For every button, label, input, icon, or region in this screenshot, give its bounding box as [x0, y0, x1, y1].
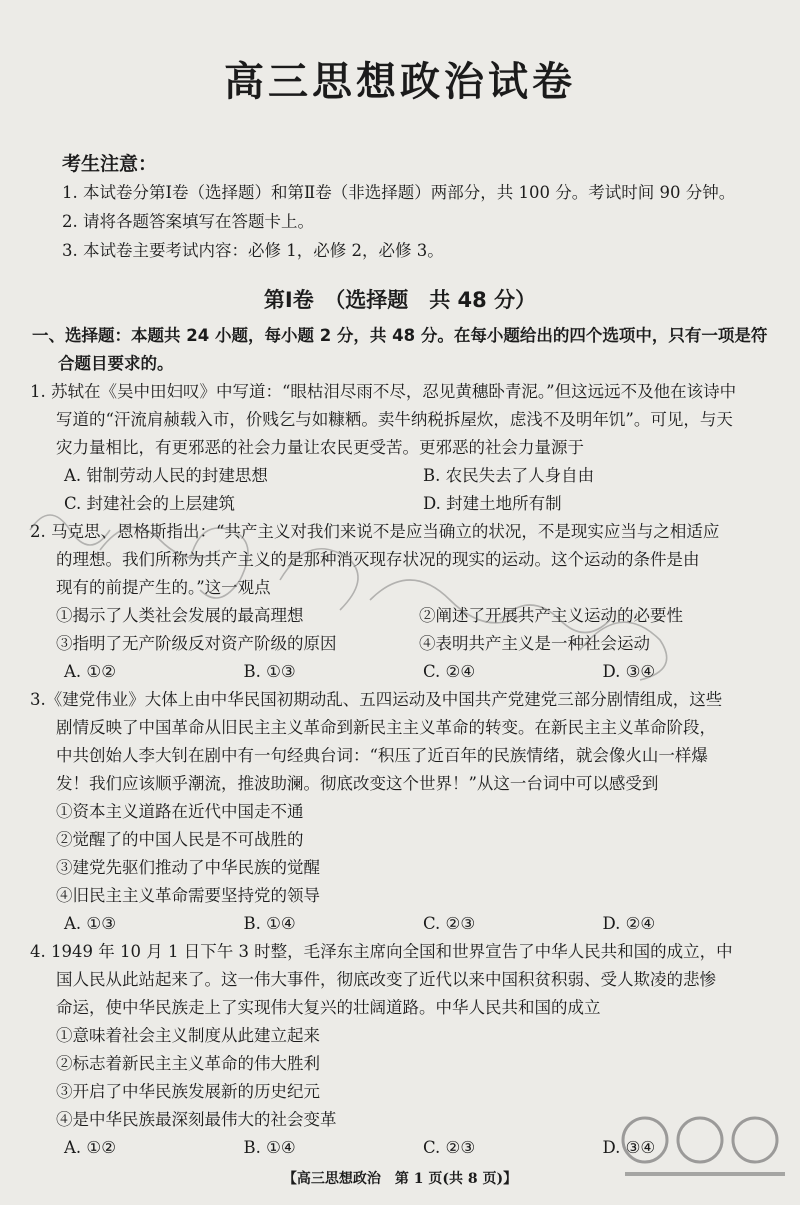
notice-item: 2. 请将各题答案填写在答题卡上。: [62, 212, 314, 231]
question-3: [30, 686, 782, 938]
question-stem: 写道的“汗流肩赪载入市，价贱乞与如糠粞。卖牛纳税拆屋炊，虑浅不及明年饥”。可见，与天: [56, 410, 733, 429]
question-stem: 4. 1949 年 10 月 1 日下午 3 时整，毛泽东主席向全国和世界宣告了中华人民共和国的成立，中: [30, 942, 733, 961]
question-stem: 国人民从此站起来了。这一伟大事件，彻底改变了近代以来中国积贫积弱、受人欺凌的悲惨: [56, 970, 716, 989]
question-2: [30, 518, 782, 686]
option-b: B. ①④: [243, 1138, 296, 1157]
notice-heading: 考生注意：: [62, 153, 158, 175]
statement-2: ②阐述了开展共产主义运动的必要性: [419, 606, 683, 625]
section-title: 第Ⅰ卷 （选择题 共 48 分）: [263, 288, 537, 312]
statement-4: ④旧民主主义革命需要坚持党的领导: [56, 886, 320, 905]
option-c: C. 封建社会的上层建筑: [64, 494, 236, 513]
question-stem: 现有的前提产生的。”这一观点: [56, 578, 271, 597]
statement-2: ②标志着新民主主义革命的伟大胜利: [56, 1054, 320, 1073]
question-stem: 灾力量相比，有更邪恶的社会力量让农民更受苦。更邪恶的社会力量源于: [56, 438, 584, 457]
page-title: 高三思想政治试卷: [224, 59, 576, 105]
option-c: C. ②④: [423, 662, 476, 681]
statement-3: ③指明了无产阶级反对资产阶级的原因: [56, 634, 337, 653]
option-a: A. 钳制劳动人民的封建思想: [64, 466, 268, 485]
option-d: D. ③④: [602, 1138, 656, 1157]
question-stem: 发！我们应该顺乎潮流，推波助澜。彻底改变这个世界！”从这一台词中可以感受到: [56, 774, 659, 793]
question-stem: 3.《建党伟业》大体上由中华民国初期动乱、五四运动及中国共产党建党三部分剧情组成，这些: [30, 690, 723, 709]
option-b: B. ①③: [243, 662, 296, 681]
option-a: A. ①③: [64, 914, 116, 933]
option-a: A. ①②: [64, 662, 116, 681]
question-stem: 2. 马克思、恩格斯指出：“共产主义对我们来说不是应当确立的状况，不是现实应当与之相适应: [30, 522, 720, 541]
stamp-graphic: [615, 1110, 795, 1200]
question-stem: 中共创始人李大钊在剧中有一句经典台词：“积压了近百年的民族情绪，就会像火山一样爆: [56, 746, 708, 765]
statement-3: ③建党先驱们推动了中华民族的觉醒: [56, 858, 320, 877]
page-footer: 【高三思想政治 第 1 页(共 8 页)】: [282, 1171, 518, 1187]
question-stem: 剧情反映了中国革命从旧民主主义革命到新民主主义革命的转变。在新民主主义革命阶段，: [56, 718, 716, 737]
question-stem: 命运，使中华民族走上了实现伟大复兴的壮阔道路。中华人民共和国的成立: [56, 998, 601, 1017]
statement-1: ①揭示了人类社会发展的最高理想: [56, 606, 304, 625]
question-stem: 1. 苏轼在《吴中田妇叹》中写道：“眼枯泪尽雨不尽，忍见黄穗卧青泥。”但这远远不及他在该诗中: [30, 382, 737, 401]
statement-2: ②觉醒了的中国人民是不可战胜的: [56, 830, 304, 849]
statement-1: ①意味着社会主义制度从此建立起来: [56, 1026, 320, 1045]
section-instruction: [32, 322, 772, 378]
question-1: [30, 378, 782, 518]
candidate-notice: [62, 150, 782, 265]
option-d: D. ②④: [602, 914, 656, 933]
option-d: D. 封建土地所有制: [423, 494, 562, 513]
statement-4: ④表明共产主义是一种社会运动: [419, 634, 650, 653]
option-b: B. ①④: [243, 914, 296, 933]
option-a: A. ①②: [64, 1138, 116, 1157]
option-b: B. 农民失去了人身自由: [423, 466, 595, 485]
option-c: C. ②③: [423, 914, 476, 933]
option-d: D. ③④: [602, 662, 656, 681]
statement-3: ③开启了中华民族发展新的历史纪元: [56, 1082, 320, 1101]
notice-item: 1. 本试卷分第Ⅰ卷（选择题）和第Ⅱ卷（非选择题）两部分，共 100 分。考试时间 90 分钟。: [62, 183, 736, 202]
notice-item: 3. 本试卷主要考试内容：必修 1，必修 2，必修 3。: [62, 241, 444, 260]
question-stem: 的理想。我们所称为共产主义的是那种消灭现存状况的现实的运动。这个运动的条件是由: [56, 550, 700, 569]
instruction-line: 一、选择题：本题共 24 小题，每小题 2 分，共 48 分。在每小题给出的四个选项中，只有一项是符: [32, 326, 768, 345]
statement-1: ①资本主义道路在近代中国走不通: [56, 802, 304, 821]
option-c: C. ②③: [423, 1138, 476, 1157]
statement-4: ④是中华民族最深刻最伟大的社会变革: [56, 1110, 337, 1129]
instruction-line: 合题目要求的。: [58, 354, 174, 373]
